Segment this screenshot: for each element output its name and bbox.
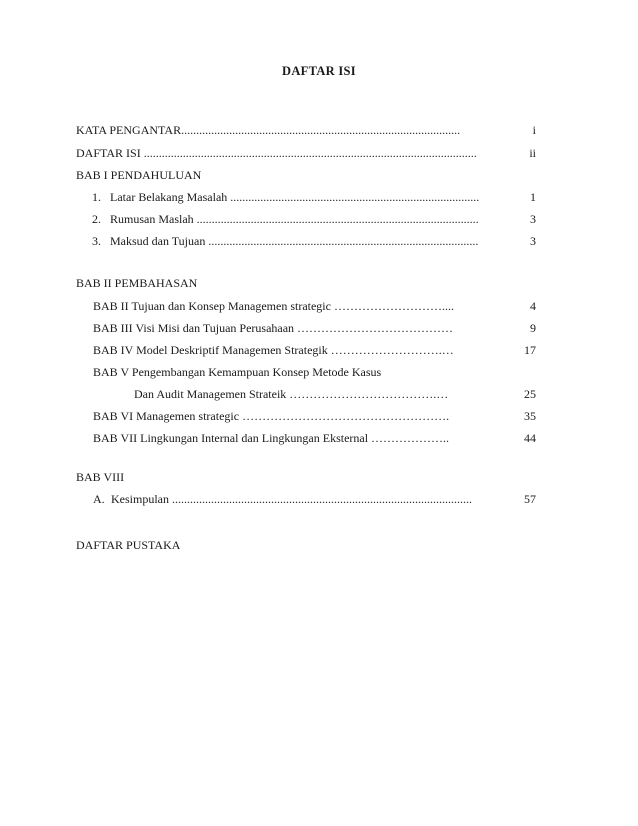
toc-page-number: 57 (524, 492, 536, 506)
toc-page-number: 3 (530, 212, 536, 226)
toc-entry-label: Kesimpulan .................................................................................................... (111, 492, 472, 506)
toc-page-number: i (532, 123, 536, 137)
toc-entry-kata-pengantar (76, 122, 478, 138)
toc-entry-bab2-1 (93, 298, 478, 314)
toc-entry-label: Dan Audit Managemen Strateik ……………………………….… (134, 387, 449, 401)
toc-entry-label: BAB VI Managemen strategic ……………………………………………. (93, 409, 450, 423)
toc-entry-bab2-2 (93, 320, 478, 336)
toc-entry-bab1-1 (92, 189, 482, 205)
toc-entry-label: Latar Belakang Masalah ................................................................................... (110, 190, 480, 204)
toc-entry-number: 2. (92, 212, 101, 226)
toc-entry-label: BAB III Visi Misi dan Tujuan Perusahaan ………………………………… (93, 321, 454, 335)
toc-page-number: 25 (524, 387, 536, 401)
toc-entry-label: BAB IV Model Deskriptif Managemen Strategik ……………………….… (93, 343, 454, 357)
toc-entry-label: DAFTAR ISI ............................................................................................................... (76, 146, 477, 160)
toc-entry-daftar-isi (76, 145, 482, 161)
toc-entry-number: 3. (92, 234, 101, 248)
toc-page-number: 3 (530, 234, 536, 248)
toc-entry-bab2-5 (93, 408, 478, 424)
toc-page-number: 44 (524, 431, 536, 445)
toc-chapter-heading: BAB VIII (76, 470, 125, 484)
toc-chapter-heading: DAFTAR PUSTAKA (76, 538, 181, 552)
toc-page-number: ii (529, 146, 536, 160)
toc-page-number: 17 (524, 343, 536, 357)
toc-page-number: 1 (530, 190, 536, 204)
toc-entry-bab2-4 (134, 386, 478, 402)
toc-entry-bab8-a (93, 491, 482, 507)
toc-entry-number: 1. (92, 190, 101, 204)
toc-entry-label: Maksud dan Tujuan .......................................................................................... (110, 234, 479, 248)
toc-page-number: 35 (524, 409, 536, 423)
toc-entry-label: BAB VII Lingkungan Internal dan Lingkungan Eksternal ……………….. (93, 431, 450, 445)
toc-entry-label: Rumusan Maslah .............................................................................................. (110, 212, 479, 226)
page-title: DAFTAR ISI (282, 64, 356, 78)
toc-entry-bab1-3 (92, 233, 482, 249)
toc-entry-bab2-6 (93, 430, 478, 446)
toc-chapter-heading: BAB II PEMBAHASAN (76, 276, 198, 290)
toc-chapter-heading: BAB I PENDAHULUAN (76, 168, 202, 182)
toc-entry-label: BAB V Pengembangan Kemampuan Konsep Metode Kasus (93, 365, 382, 379)
toc-entry-label: BAB II Tujuan dan Konsep Managemen strategic ……………………….... (93, 299, 454, 313)
toc-page-number: 4 (530, 299, 536, 313)
toc-entry-number: A. (93, 492, 105, 506)
toc-page-number: 9 (530, 321, 536, 335)
toc-entry-bab1-2 (92, 211, 482, 227)
toc-entry-label: KATA PENGANTAR............................................................................................. (76, 123, 461, 137)
toc-entry-bab2-3 (93, 342, 478, 358)
